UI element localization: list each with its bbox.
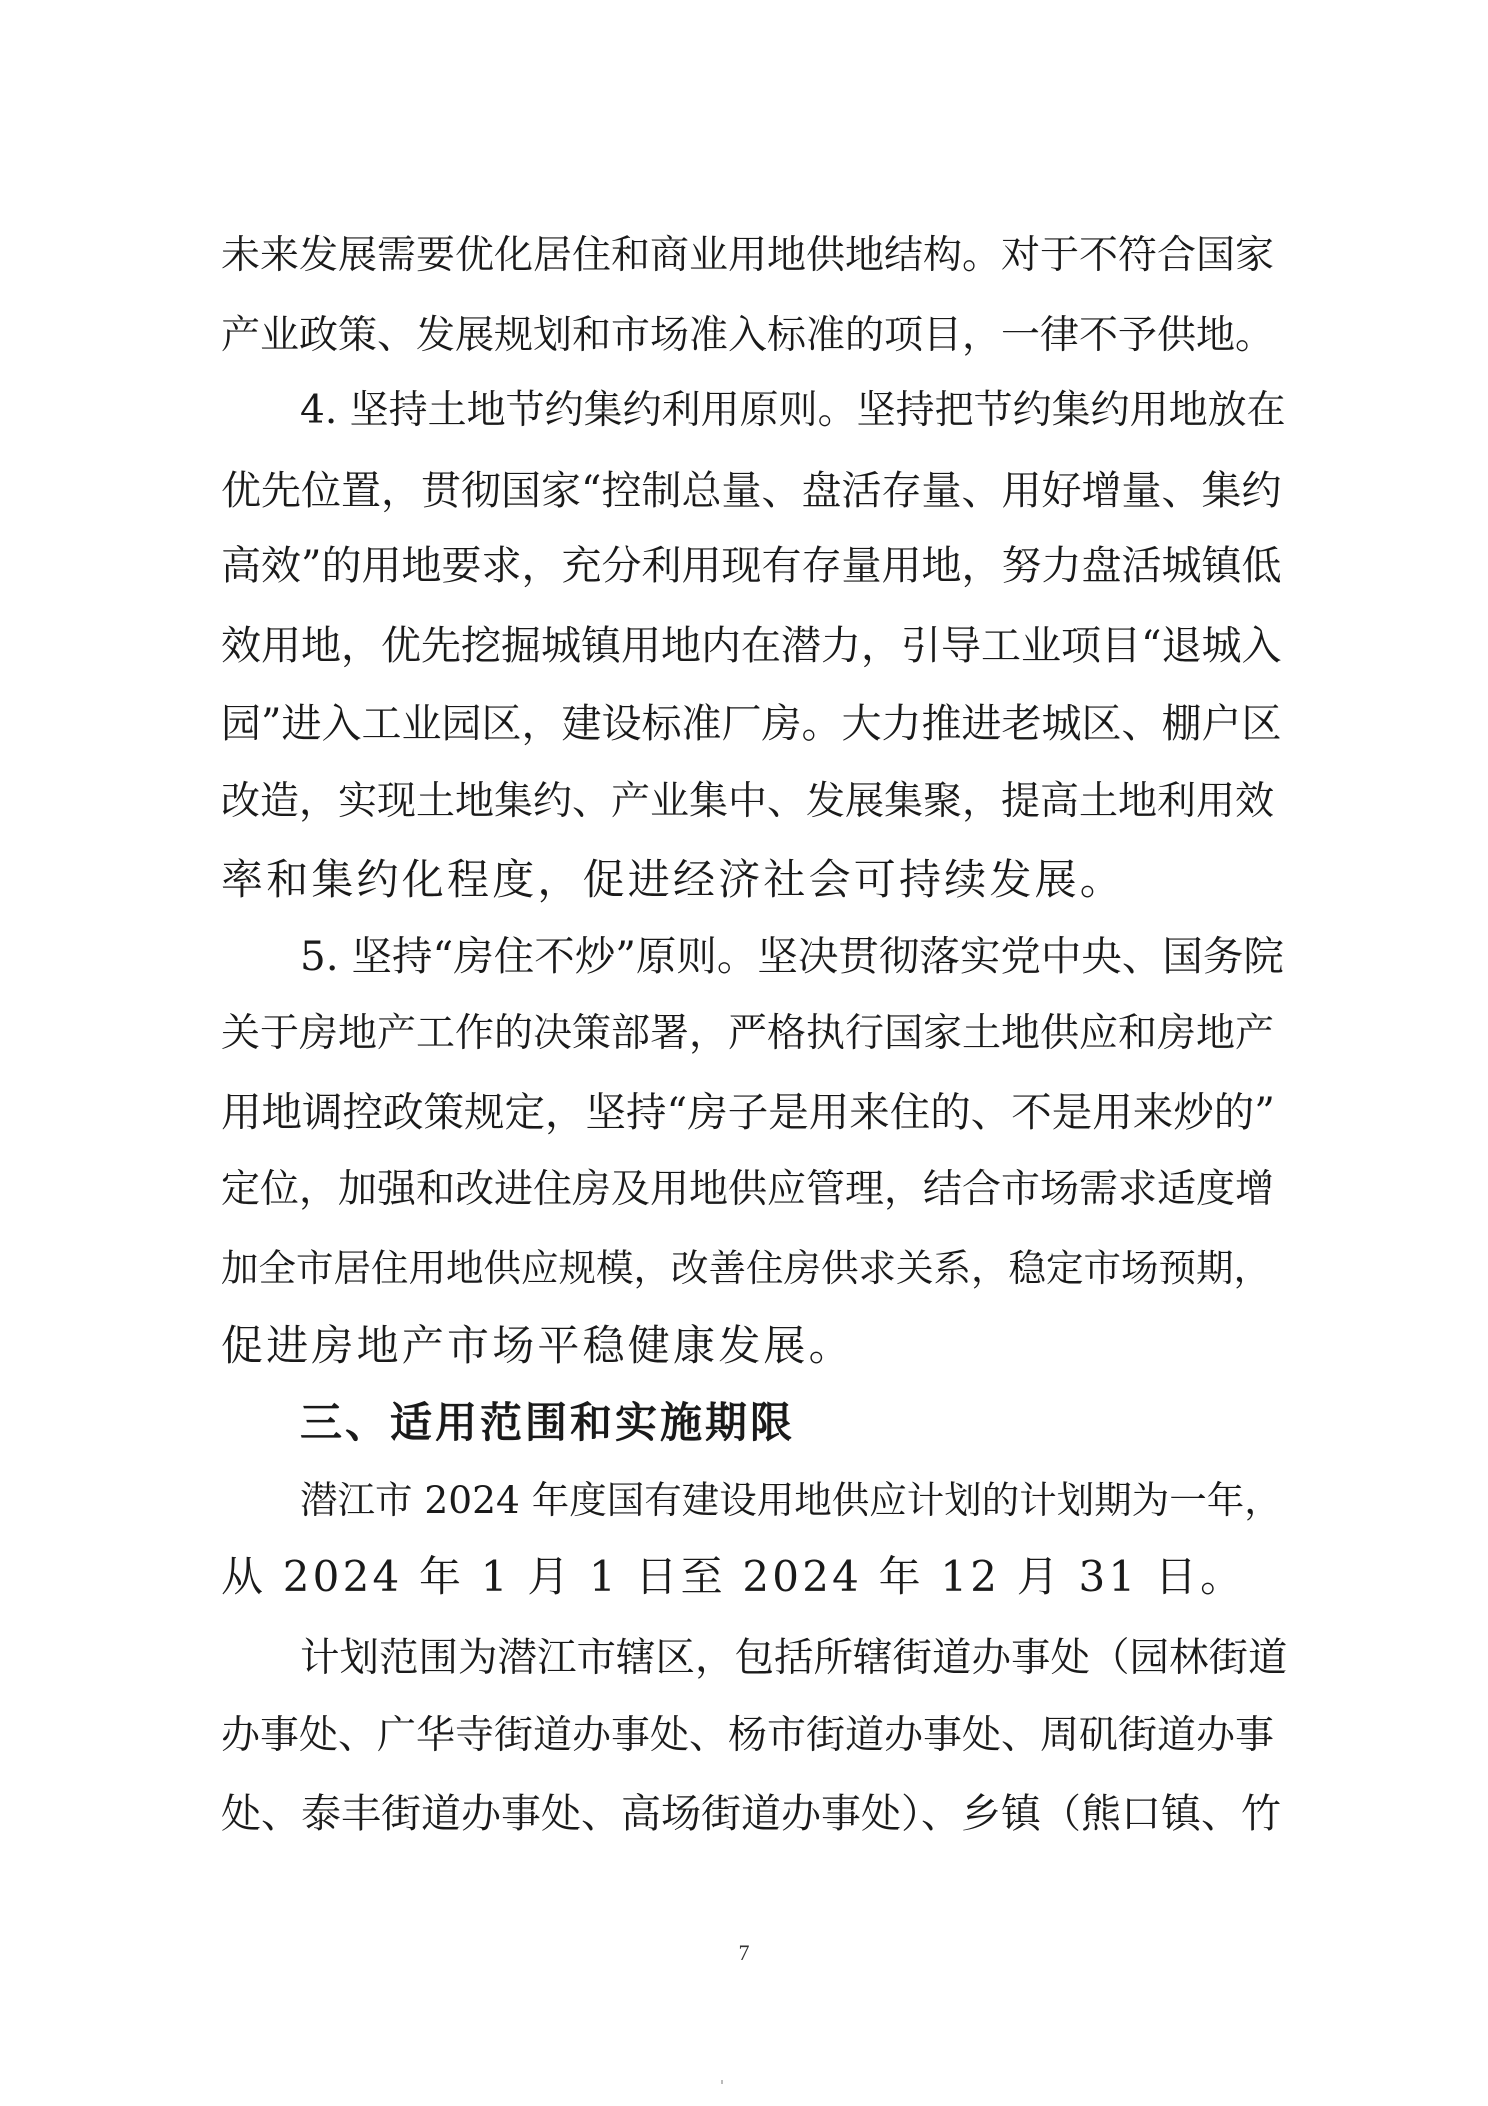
text-line: 办事处、广华寺街道办事处、杨市街道办事处、周矶街道办事 [221,1713,1275,1758]
text-line: 计划范围为潜江市辖区，包括所辖街道办事处（园林街道 [300,1635,1288,1681]
text-line: 园”进入工业园区，建设标准厂房。大力推进老城区、棚户区 [221,701,1282,747]
text-line: 高效”的用地要求，充分利用现有存量用地，努力盘活城镇低 [221,543,1282,589]
text-line: 5. 坚持“房住不炒”原则。坚决贯彻落实党中央、国务院 [300,932,1284,980]
text-line: 潜江市 2024 年度国有建设用地供应计划的计划期为一年， [300,1478,1282,1522]
section-heading: 三、适用范围和实施期限 [300,1398,796,1447]
text-line: 效用地，优先挖掘城镇用地内在潜力，引导工业项目“退城入 [221,623,1282,669]
page-number: 7 [738,1940,750,1965]
text-line: 优先位置，贯彻国家“控制总量、盘活存量、用好增量、集约 [221,468,1282,514]
text-line: 产业政策、发展规划和市场准入标准的项目，一律不予供地。 [221,313,1275,358]
text-line: 改造，实现土地集约、产业集中、发展集聚，提高土地利用效 [221,779,1275,824]
text-line: 从 2024 年 1 月 1 日至 2024 年 12 月 31 日。 [221,1552,1246,1601]
text-line: 未来发展需要优化居住和商业用地供地结构。对于不符合国家 [221,233,1275,278]
text-line: 关于房地产工作的决策部署，严格执行国家土地供应和房地产 [221,1011,1275,1056]
text-line: 促进房地产市场平稳健康发展。 [221,1321,854,1370]
text-line: 率和集约化程度，促进经济社会可持续发展。 [221,855,1126,904]
text-line: 处、泰丰街道办事处、高场街道办事处）、乡镇（熊口镇、竹 [221,1791,1281,1837]
text-line: 用地调控政策规定，坚持“房子是用来住的、不是用来炒的” [221,1088,1275,1136]
scan-speck [721,2080,723,2084]
text-line: 4. 坚持土地节约集约利用原则。坚持把节约集约用地放在 [300,388,1286,433]
text-line: 定位，加强和改进住房及用地供应管理，结合市场需求适度增 [221,1167,1275,1212]
text-line: 加全市居住用地供应规模，改善住房供求关系，稳定市场预期， [221,1246,1271,1290]
